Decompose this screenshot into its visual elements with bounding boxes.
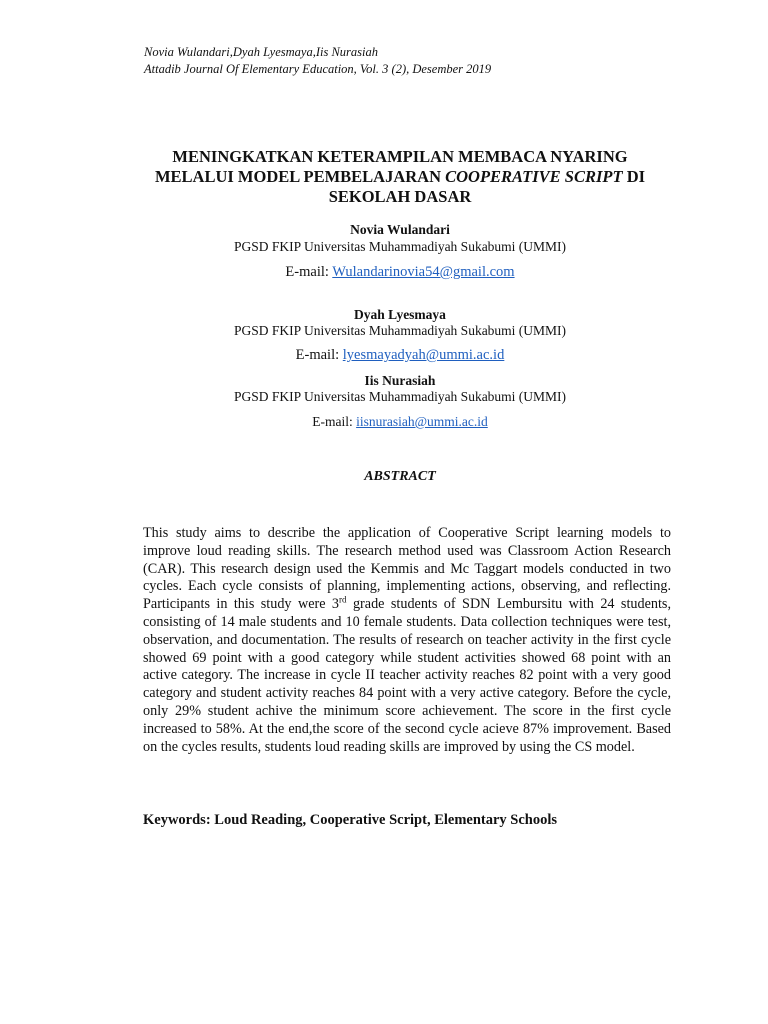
author-3-affiliation: PGSD FKIP Universitas Muhammadiyah Sukabumi (UMMI) [233, 389, 567, 404]
title-line-2-suffix: DI [622, 167, 646, 186]
title-line-3: SEKOLAH DASAR [328, 187, 472, 206]
author-2-email-label: E-mail: [295, 347, 343, 363]
abstract-body [143, 525, 671, 756]
author-3-email-line [100, 413, 700, 430]
running-header [144, 44, 491, 78]
abstract-text-part-2: grade students of SDN Lembursitu with 24 students, consisting of 14 male students and 10 female students. Data collection techniques were test, observation, and documentation. The results of research on teacher activity in the first cycle showed 69 point with a good category while student activities showed 68 point with an active category. The increase in cycle II teacher activity reaches 82 point with a very good category and student activity reaches 84 point with a very active category. Before the cycle, only 29% student achive the minimum score achievement. The score in the first cycle increased to 58%. At the end,the score of the second cycle acieve 87% improvement. Based on the cycles results, students loud reading skills are improved by using the CS model. [143, 596, 671, 755]
title-line-2-prefix: MELALUI MODEL PEMBELAJARAN [154, 167, 446, 186]
author-3-email-label: E-mail: [312, 414, 357, 429]
author-3-email-link[interactable]: iisnurasiah@ummi.ac.id [356, 414, 488, 429]
title-line-2 [100, 167, 700, 187]
header-authors: Novia Wulandari,Dyah Lyesmaya,Iis Nurasiah [144, 45, 378, 59]
paper-title [100, 147, 700, 207]
header-journal: Attadib Journal Of Elementary Education, Vol. 3 (2), Desember 2019 [144, 62, 492, 76]
author-2-email-line [100, 347, 700, 364]
author-1-email-label: E-mail: [285, 264, 333, 280]
author-1-email-line [100, 264, 700, 281]
author-2-affiliation: PGSD FKIP Universitas Muhammadiyah Sukabumi (UMMI) [233, 323, 567, 338]
author-2-name: Dyah Lyesmaya [354, 307, 446, 322]
title-line-2-italic: COOPERATIVE SCRIPT [445, 167, 623, 186]
abstract-text-part-1: This study aims to describe the application of Cooperative Script learning models to improve loud reading skills. The research method used was Classroom Action Research (CAR). This research design used the Kemmis and Mc Taggart models conducted in two cycles. Each cycle consists of planning, implementing actions, observing, and reflecting. Participants in this study were 3 [143, 525, 671, 613]
author-1-email-link[interactable]: Wulandarinovia54@gmail.com [332, 264, 515, 280]
keywords: Keywords: Loud Reading, Cooperative Script, Elementary Schools [143, 812, 558, 828]
title-line-1: MENINGKATKAN KETERAMPILAN MEMBACA NYARING [172, 147, 628, 166]
abstract-heading: ABSTRACT [364, 469, 436, 484]
abstract-ordinal-superscript: rd [339, 594, 347, 605]
author-1-affiliation: PGSD FKIP Universitas Muhammadiyah Sukabumi (UMMI) [233, 239, 567, 254]
author-1-name: Novia Wulandari [350, 222, 450, 237]
author-3-name: Iis Nurasiah [364, 373, 436, 388]
author-2-email-link[interactable]: lyesmayadyah@ummi.ac.id [342, 347, 505, 363]
